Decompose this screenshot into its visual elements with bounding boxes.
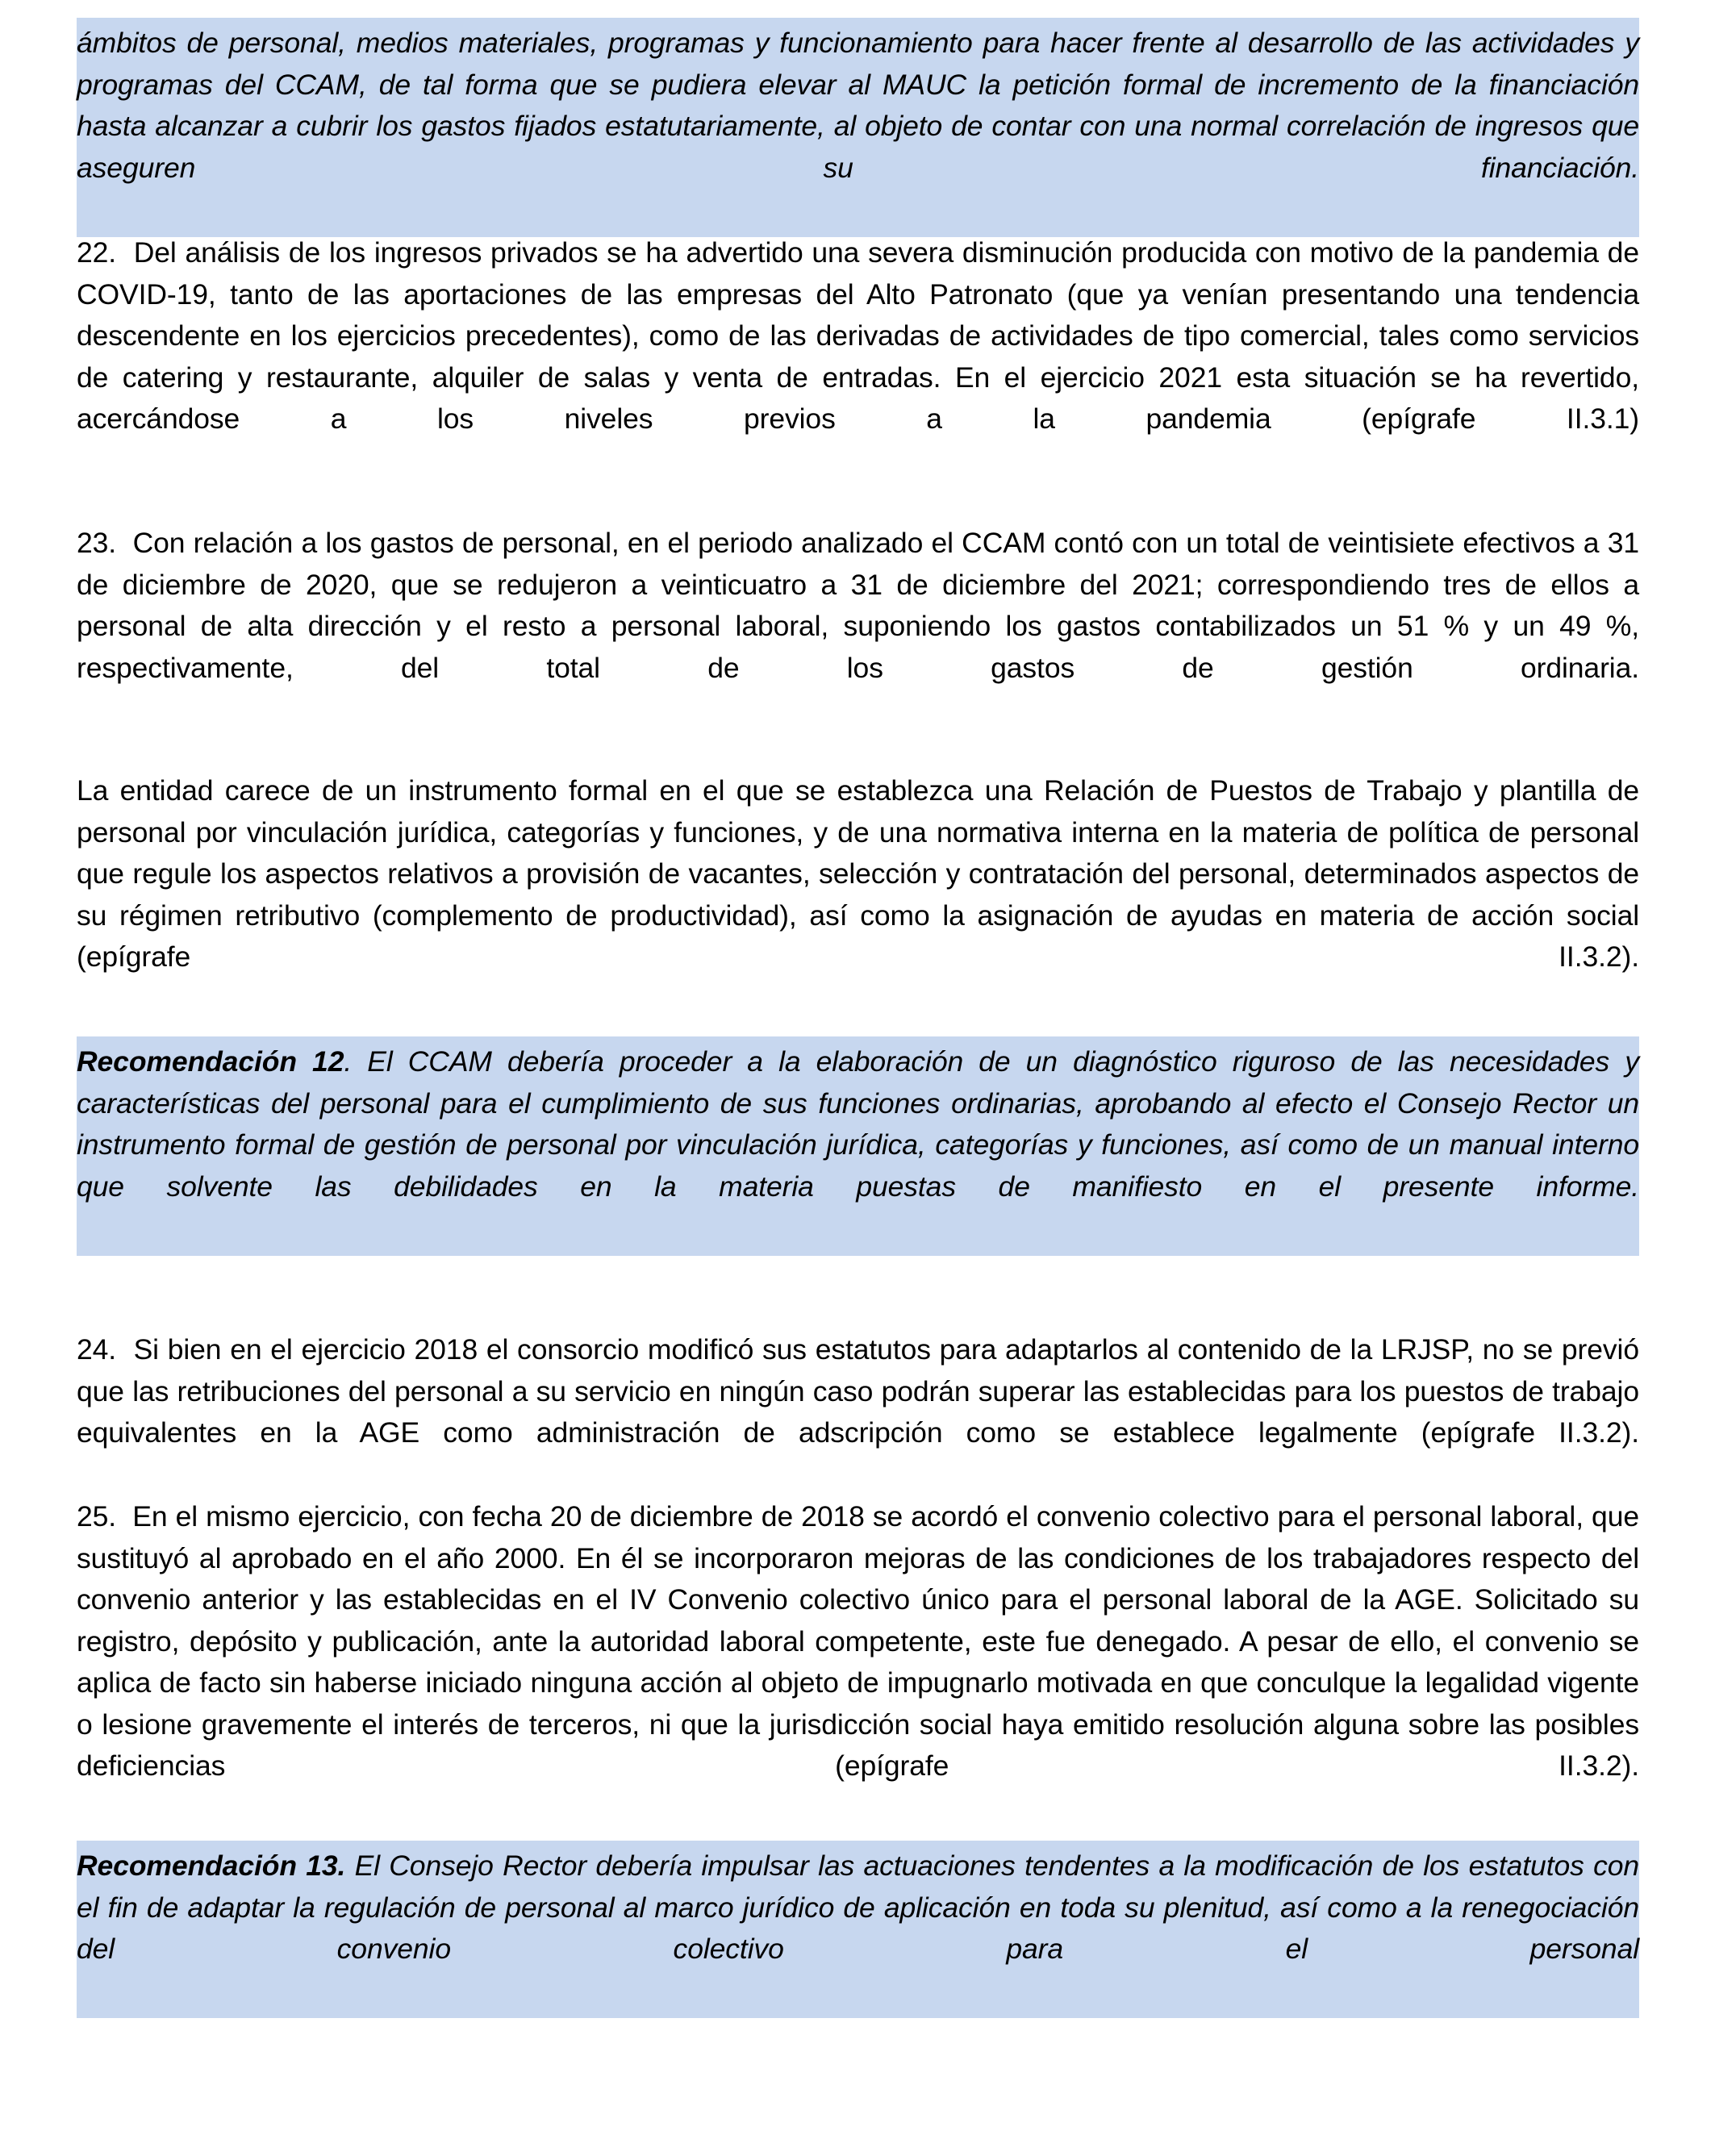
paragraph-23-number-gap (116, 527, 133, 559)
paragraph-24-number: 24. (77, 1333, 117, 1366)
paragraph-entidad-carece (77, 770, 1639, 1020)
paragraph-24-number-gap (116, 1333, 134, 1366)
paragraph-22 (77, 232, 1639, 482)
paragraph-25-text (77, 1496, 1639, 1829)
paragraph-25-number: 25. (77, 1500, 117, 1533)
recomendacion-12-text (77, 1041, 1639, 1249)
recomendacion-13-label: Recomendación 13. (77, 1849, 346, 1882)
paragraph-24 (77, 1329, 1639, 1495)
recomendacion-12-label: Recomendación 12 (77, 1045, 344, 1078)
paragraph-22-number: 22. (77, 236, 117, 269)
paragraph-23 (77, 523, 1639, 731)
paragraph-24-text (77, 1329, 1639, 1495)
recomendacion-13-text (77, 1845, 1639, 2012)
highlight-block-recomendacion-13 (77, 1841, 1639, 2018)
paragraph-22-text (77, 232, 1639, 482)
recomendacion-12-body: . El CCAM debería proceder a la elaboración de un diagnóstico riguroso de las necesidades y características del personal para el cumplimiento de sus funciones ordinarias, aprobando al efecto el Consejo Rector un instrumento formal de gestión de personal por vinculación jurídica, categorías y funciones, así como de un manual interno que solvente las debilidades en la materia puestas de manifiesto en el presente informe. (77, 1045, 1639, 1203)
paragraph-23-body: Con relación a los gastos de personal, en el periodo analizado el CCAM contó con un total de veintisiete efectivos a 31 de diciembre de 2020, que se redujeron a veinticuatro a 31 de diciembre del 2021; correspondiendo tres de ellos a personal de alta dirección y el resto a personal laboral, suponiendo los gastos contabilizados un 51 % y un 49 %, respectivamente, del total de los gastos de gestión ordinaria. (77, 527, 1639, 684)
paragraph-25-number-gap (116, 1500, 132, 1533)
paragraph-22-body: Del análisis de los ingresos privados se ha advertido una severa disminución producida con motivo de la pandemia de COVID-19, tanto de las aportaciones de las empresas del Alto Patronato (que ya venían presentando una tendencia descendente en los ejercicios precedentes), como de las derivadas de actividades de tipo comercial, tales como servicios de catering y restaurante, alquiler de salas y venta de entradas. En el ejercicio 2021 esta situación se ha revertido, acercándose a los niveles previos a la pandemia (epígrafe II.3.1) (77, 236, 1639, 435)
paragraph-24-body: Si bien en el ejercicio 2018 el consorcio modificó sus estatutos para adaptarlos al contenido de la LRJSP, no se previó que las retribuciones del personal a su servicio en ningún caso podrán superar las establecidas para los puestos de trabajo equivalentes en la AGE como administración de adscripción como se establece legalmente (epígrafe II.3.2). (77, 1333, 1639, 1449)
highlight-block-quoted-continuation (77, 18, 1639, 237)
recomendacion-13-body: El Consejo Rector debería impulsar las actuaciones tendentes a la modificación de los estatutos con el fin de adaptar la regulación de personal al marco jurídico de aplicación en toda su plenitud, así como a la renegociación del convenio colectivo para el personal (77, 1849, 1639, 1965)
paragraph-25 (77, 1496, 1639, 1829)
highlight-block-recomendacion-12 (77, 1036, 1639, 1256)
paragraph-23-number: 23. (77, 527, 117, 559)
quoted-continuation-text: ámbitos de personal, medios materiales, programas y funcionamiento para hacer frente al desarrollo de las actividades y programas del CCAM, de tal forma que se pudiera elevar al MAUC la petición formal de incremento de la financiación hasta alcanzar a cubrir los gastos fijados estatutariamente, al objeto de contar con una normal correlación de ingresos que aseguren su financiación. (77, 23, 1639, 231)
paragraph-25-body: En el mismo ejercicio, con fecha 20 de diciembre de 2018 se acordó el convenio colectivo para el personal laboral, que sustituyó al aprobado en el año 2000. En él se incorporaron mejoras de las condiciones de los trabajadores respecto del convenio anterior y las establecidas en el IV Convenio colectivo único para el personal laboral de la AGE. Solicitado su registro, depósito y publicación, ante la autoridad laboral competente, este fue denegado. A pesar de ello, el convenio se aplica de facto sin haberse iniciado ninguna acción al objeto de impugnarlo motivada en que conculque la legalidad vigente o lesione gravemente el interés de terceros, ni que la jurisdicción social haya emitido resolución alguna sobre las posibles deficiencias (epígrafe II.3.2). (77, 1500, 1639, 1782)
paragraph-22-number-gap (116, 236, 134, 269)
paragraph-23-text (77, 523, 1639, 731)
paragraph-entidad-carece-text: La entidad carece de un instrumento formal en el que se establezca una Relación de Puestos de Trabajo y plantilla de personal por vinculación jurídica, categorías y funciones, y de una normativa interna en la materia de política de personal que regule los aspectos relativos a provisión de vacantes, selección y contratación del personal, determinados aspectos de su régimen retributivo (complemento de productividad), así como la asignación de ayudas en materia de acción social (epígrafe II.3.2). (77, 774, 1639, 973)
